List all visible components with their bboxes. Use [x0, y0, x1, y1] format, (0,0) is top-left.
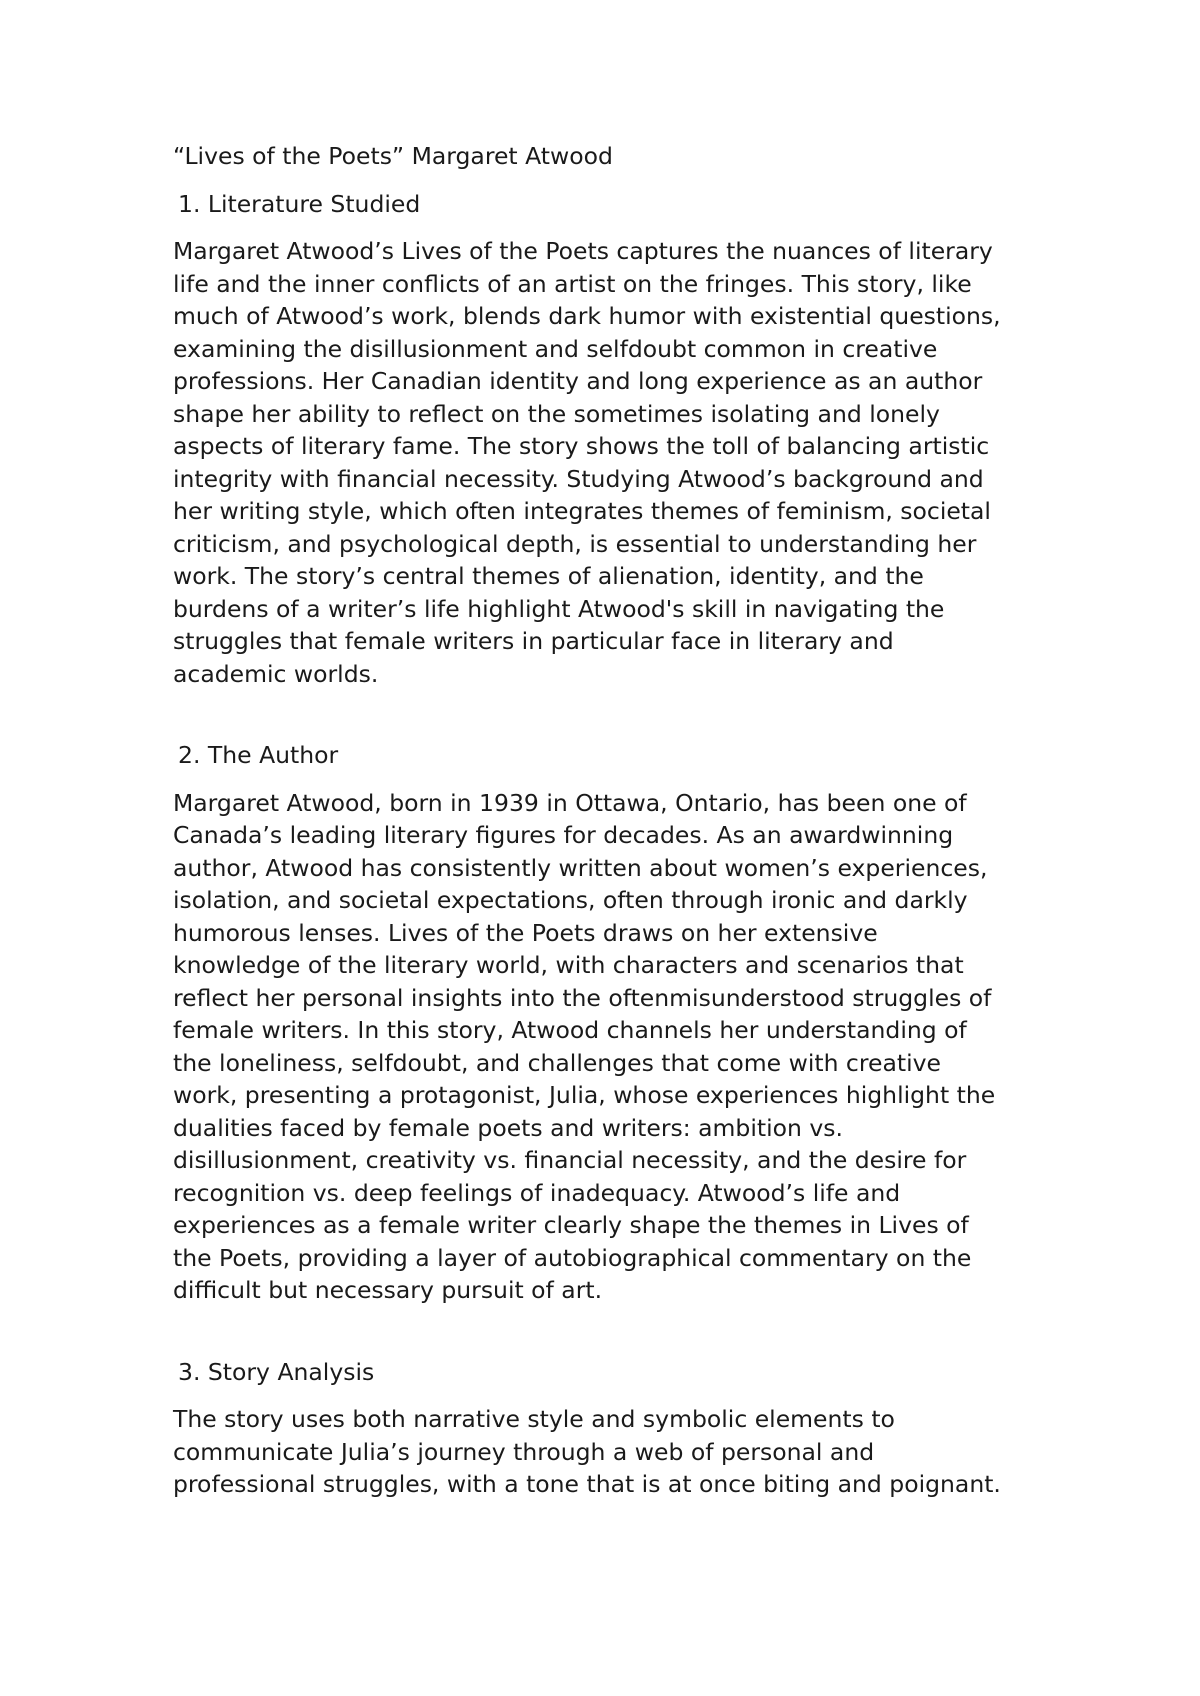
section-heading-the-author: 2. The Author: [178, 741, 339, 769]
document-body: [173, 140, 1053, 1501]
section-body-story-analysis: The story uses both narrative style and symbolic elements to communicate Julia’s journey through a web of personal and professional struggles, with a tone that is at once biting and poignant.: [173, 1405, 1001, 1498]
section-heading-literature-studied: 1. Literature Studied: [178, 189, 421, 218]
section-body-the-author: Margaret Atwood, born in 1939 in Ottawa, Ontario, has been one of Canada’s leading literary figures for decades. As an awardwinning author, Atwood has consistently written about women’s experiences, isolation, and societal expectations, often through ironic and darkly humorous lenses. Lives of the Poets draws on her extensive knowledge of the literary world, with characters and scenarios that reflect her personal insights into the oftenmisunderstood struggles of female writers. In this story, Atwood channels her understanding of the loneliness, selfdoubt, and challenges that come with creative work, presenting a protagonist, Julia, whose experiences highlight the dualities faced by female poets and writers: ambition vs. disillusionment, creativity vs. financial necessity, and the desire for recognition vs. deep feelings of inadequacy. Atwood’s life and experiences as a female writer clearly shape the themes in Lives of the Poets, providing a layer of autobiographical commentary on the difficult but necessary pursuit of art.: [173, 788, 996, 1304]
section-body-literature-studied: Margaret Atwood’s Lives of the Poets captures the nuances of literary life and the inner conflicts of an artist on the fringes. This story, like much of Atwood’s work, blends dark humor with existential questions, examining the disillusionment and selfdoubt common in creative professions. Her Canadian identity and long experience as an author shape her ability to reflect on the sometimes isolating and lonely aspects of literary fame. The story shows the toll of balancing artistic integrity with financial necessity. Studying Atwood’s background and her writing style, which often integrates themes of feminism, societal criticism, and psychological depth, is essential to understanding her work. The story’s central themes of alienation, identity, and the burdens of a writer’s life highlight Atwood's skill in navigating the struggles that female writers in particular face in literary and academic worlds.: [173, 237, 1001, 688]
section-spacer: [173, 690, 1053, 739]
document-title: “Lives of the Poets” Margaret Atwood: [173, 142, 613, 170]
section-heading-story-analysis: 3. Story Analysis: [178, 1357, 375, 1386]
section-spacer: [173, 1307, 1053, 1356]
